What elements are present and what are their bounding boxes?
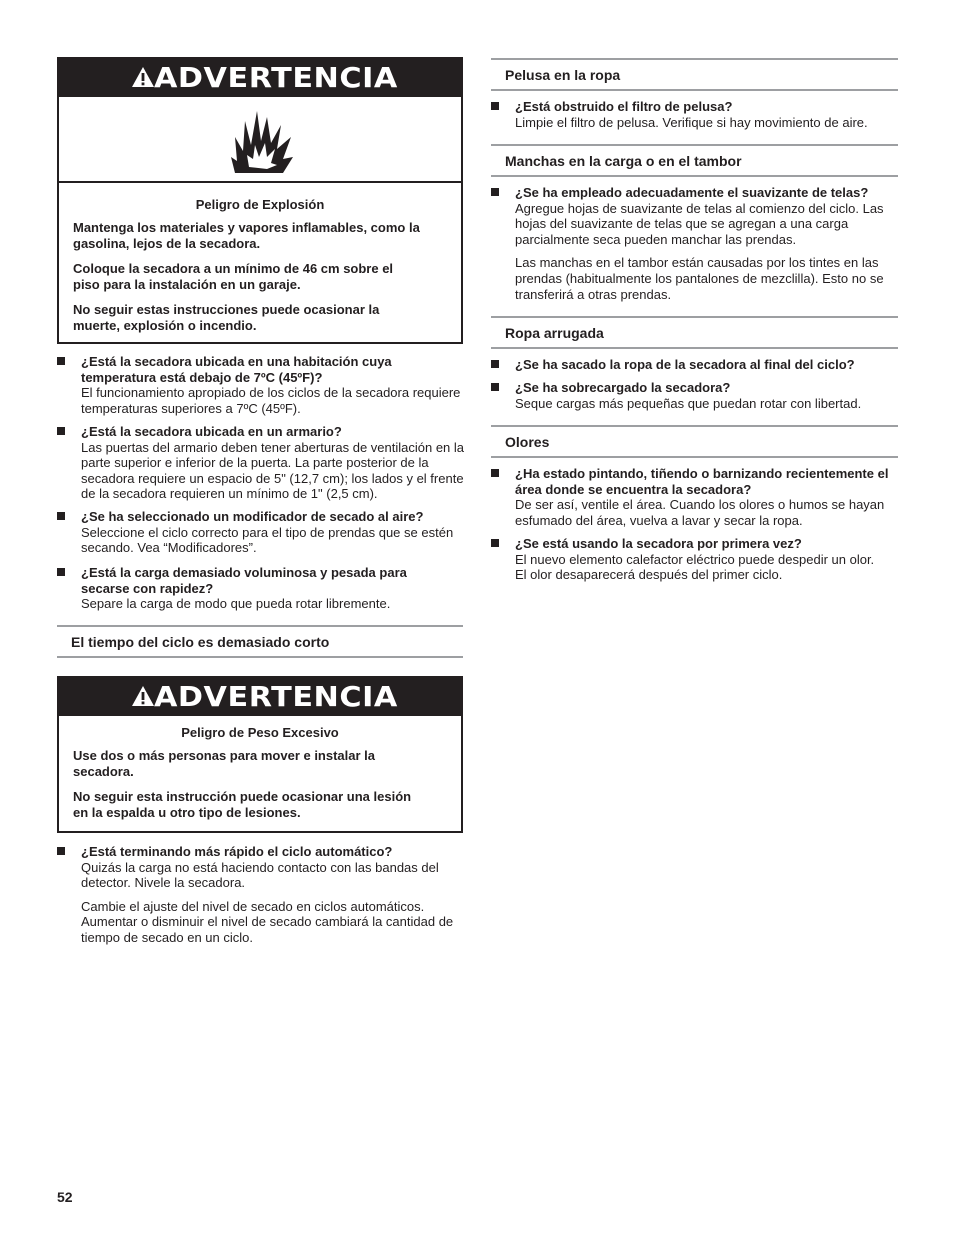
section-heading-stains — [491, 144, 898, 177]
weight-warning-box — [57, 676, 463, 833]
question: ¿Está la carga demasiado voluminosa y pesada para secarse con rapidez? — [81, 565, 407, 596]
answer-extra: Cambie el ajuste del nivel de secado en ciclos automáticos. Aumentar o disminuir el nivel de secado cambiará la cantidad de tiempo de secado en un ciclo. — [81, 898, 454, 945]
warning-header — [59, 678, 461, 714]
bullet-icon — [57, 512, 65, 520]
section-heading-cycle-short — [57, 625, 463, 658]
page-number: 52 — [57, 1189, 73, 1205]
question: ¿Está la secadora ubicada en una habitación cuya temperatura está debajo de 7ºC (45ºF)? — [81, 354, 392, 385]
section-heading-lint — [491, 58, 898, 91]
question: ¿Se está usando la secadora por primera vez? — [515, 536, 802, 551]
section-heading-text: Pelusa en la ropa — [505, 67, 621, 83]
question: ¿Está terminando más rápido el ciclo automático? — [81, 844, 393, 859]
answer: El funcionamiento apropiado de los ciclos de la secadora requiere temperaturas superiores a 7ºC (45ºF). — [81, 385, 461, 416]
bullet-icon — [491, 469, 499, 477]
bullet-icon — [57, 847, 65, 855]
question: ¿Está la secadora ubicada en un armario? — [81, 424, 342, 439]
bullet-icon — [57, 357, 65, 365]
section-heading-text: Olores — [505, 434, 550, 450]
section-heading-wrinkled — [491, 316, 898, 349]
warning-paragraph: Mantenga los materiales y vapores inflamables, como la gasolina, lejos de la secadora. — [73, 220, 420, 251]
warning-title: ADVERTENCIA — [154, 60, 398, 94]
section-heading-text: Ropa arrugada — [505, 325, 604, 341]
list-item — [57, 354, 467, 416]
list-item — [491, 466, 901, 528]
list-item — [491, 536, 901, 583]
warning-title: ADVERTENCIA — [154, 679, 398, 713]
bullet-icon — [57, 568, 65, 576]
list-item — [491, 357, 901, 373]
explosion-pictogram-panel — [59, 95, 461, 183]
question: ¿Se ha empleado adecuadamente el suavizante de telas? — [515, 185, 869, 200]
bullet-icon — [491, 383, 499, 391]
list-item — [57, 424, 467, 502]
answer: El nuevo elemento calefactor eléctrico puede despedir un olor. El olor desaparecerá después del primer ciclo. — [515, 551, 875, 583]
warning-triangle-icon — [131, 685, 155, 707]
warning-paragraph: No seguir esta instrucción puede ocasionar una lesión en la espalda u otro tipo de lesiones. — [73, 789, 412, 820]
answer: Quizás la carga no está haciendo contacto con las bandas del detector. Nivele la secadora. — [81, 859, 439, 891]
bullet-icon — [57, 427, 65, 435]
question: ¿Se ha sobrecargado la secadora? — [515, 380, 731, 395]
question: ¿Ha estado pintando, tiñendo o barnizando recientemente el área donde se encuentra la secadora? — [515, 466, 889, 497]
answer: Agregue hojas de suavizante de telas al comienzo del ciclo. Las hojas del suavizante de telas que se agregan a una carga parcialmente seca pueden manchar las prendas. — [515, 200, 884, 247]
warning-paragraph: No seguir estas instrucciones puede ocasionar la muerte, explosión o incendio. — [73, 302, 380, 333]
hazard-title: Peligro de Peso Excesivo — [181, 725, 339, 740]
warning-header — [59, 59, 461, 95]
answer: Separe la carga de modo que pueda rotar libremente. — [81, 596, 391, 612]
bullet-icon — [491, 539, 499, 547]
question: ¿Está obstruido el filtro de pelusa? — [515, 99, 733, 114]
warning-triangle-icon — [131, 66, 155, 88]
question: ¿Se ha sacado la ropa de la secadora al final del ciclo? — [515, 357, 855, 372]
answer: Seque cargas más pequeñas que puedan rotar con libertad. — [515, 395, 862, 411]
section-heading-text: El tiempo del ciclo es demasiado corto — [71, 634, 330, 650]
explosion-warning-box — [57, 57, 463, 344]
list-item — [491, 380, 901, 411]
warning-paragraph: Coloque la secadora a un mínimo de 46 cm sobre el piso para la instalación en un garaje. — [73, 261, 394, 292]
list-item — [57, 509, 467, 556]
section-heading-text: Manchas en la carga o en el tambor — [505, 153, 742, 169]
answer: Seleccione el ciclo correcto para el tipo de prendas que se estén secando. Vea “Modificadores”. — [81, 524, 454, 556]
answer-extra: Las manchas en el tambor están causadas por los tintes en las prendas (habitualmente los pantalones de mezclilla). Esto no se transferirá a otras prendas. — [515, 255, 884, 302]
section-heading-odors — [491, 425, 898, 458]
answer: Limpie el filtro de pelusa. Verifique si hay movimiento de aire. — [515, 114, 868, 130]
bullet-icon — [491, 360, 499, 368]
hazard-title: Peligro de Explosión — [195, 197, 325, 212]
list-item — [57, 565, 467, 612]
warning-paragraph: Use dos o más personas para mover e instalar la secadora. — [73, 748, 376, 779]
list-item — [57, 844, 467, 946]
question: ¿Se ha seleccionado un modificador de secado al aire? — [81, 509, 424, 524]
explosion-icon — [227, 107, 297, 175]
bullet-icon — [491, 188, 499, 196]
list-item — [491, 185, 901, 302]
list-item — [491, 99, 901, 130]
answer: De ser así, ventile el área. Cuando los olores o humos se hayan esfumado del área, vuelva a lavar y secar la ropa. — [515, 497, 885, 528]
bullet-icon — [491, 102, 499, 110]
answer: Las puertas del armario deben tener aberturas de ventilación en la parte superior e inferior de la puerta. La parte posterior de la secadora requiere un espacio de 5" (12,7 cm); los lados y el frente de la secadora requieren un mínimo de 1" (2,5 cm). — [81, 439, 465, 502]
